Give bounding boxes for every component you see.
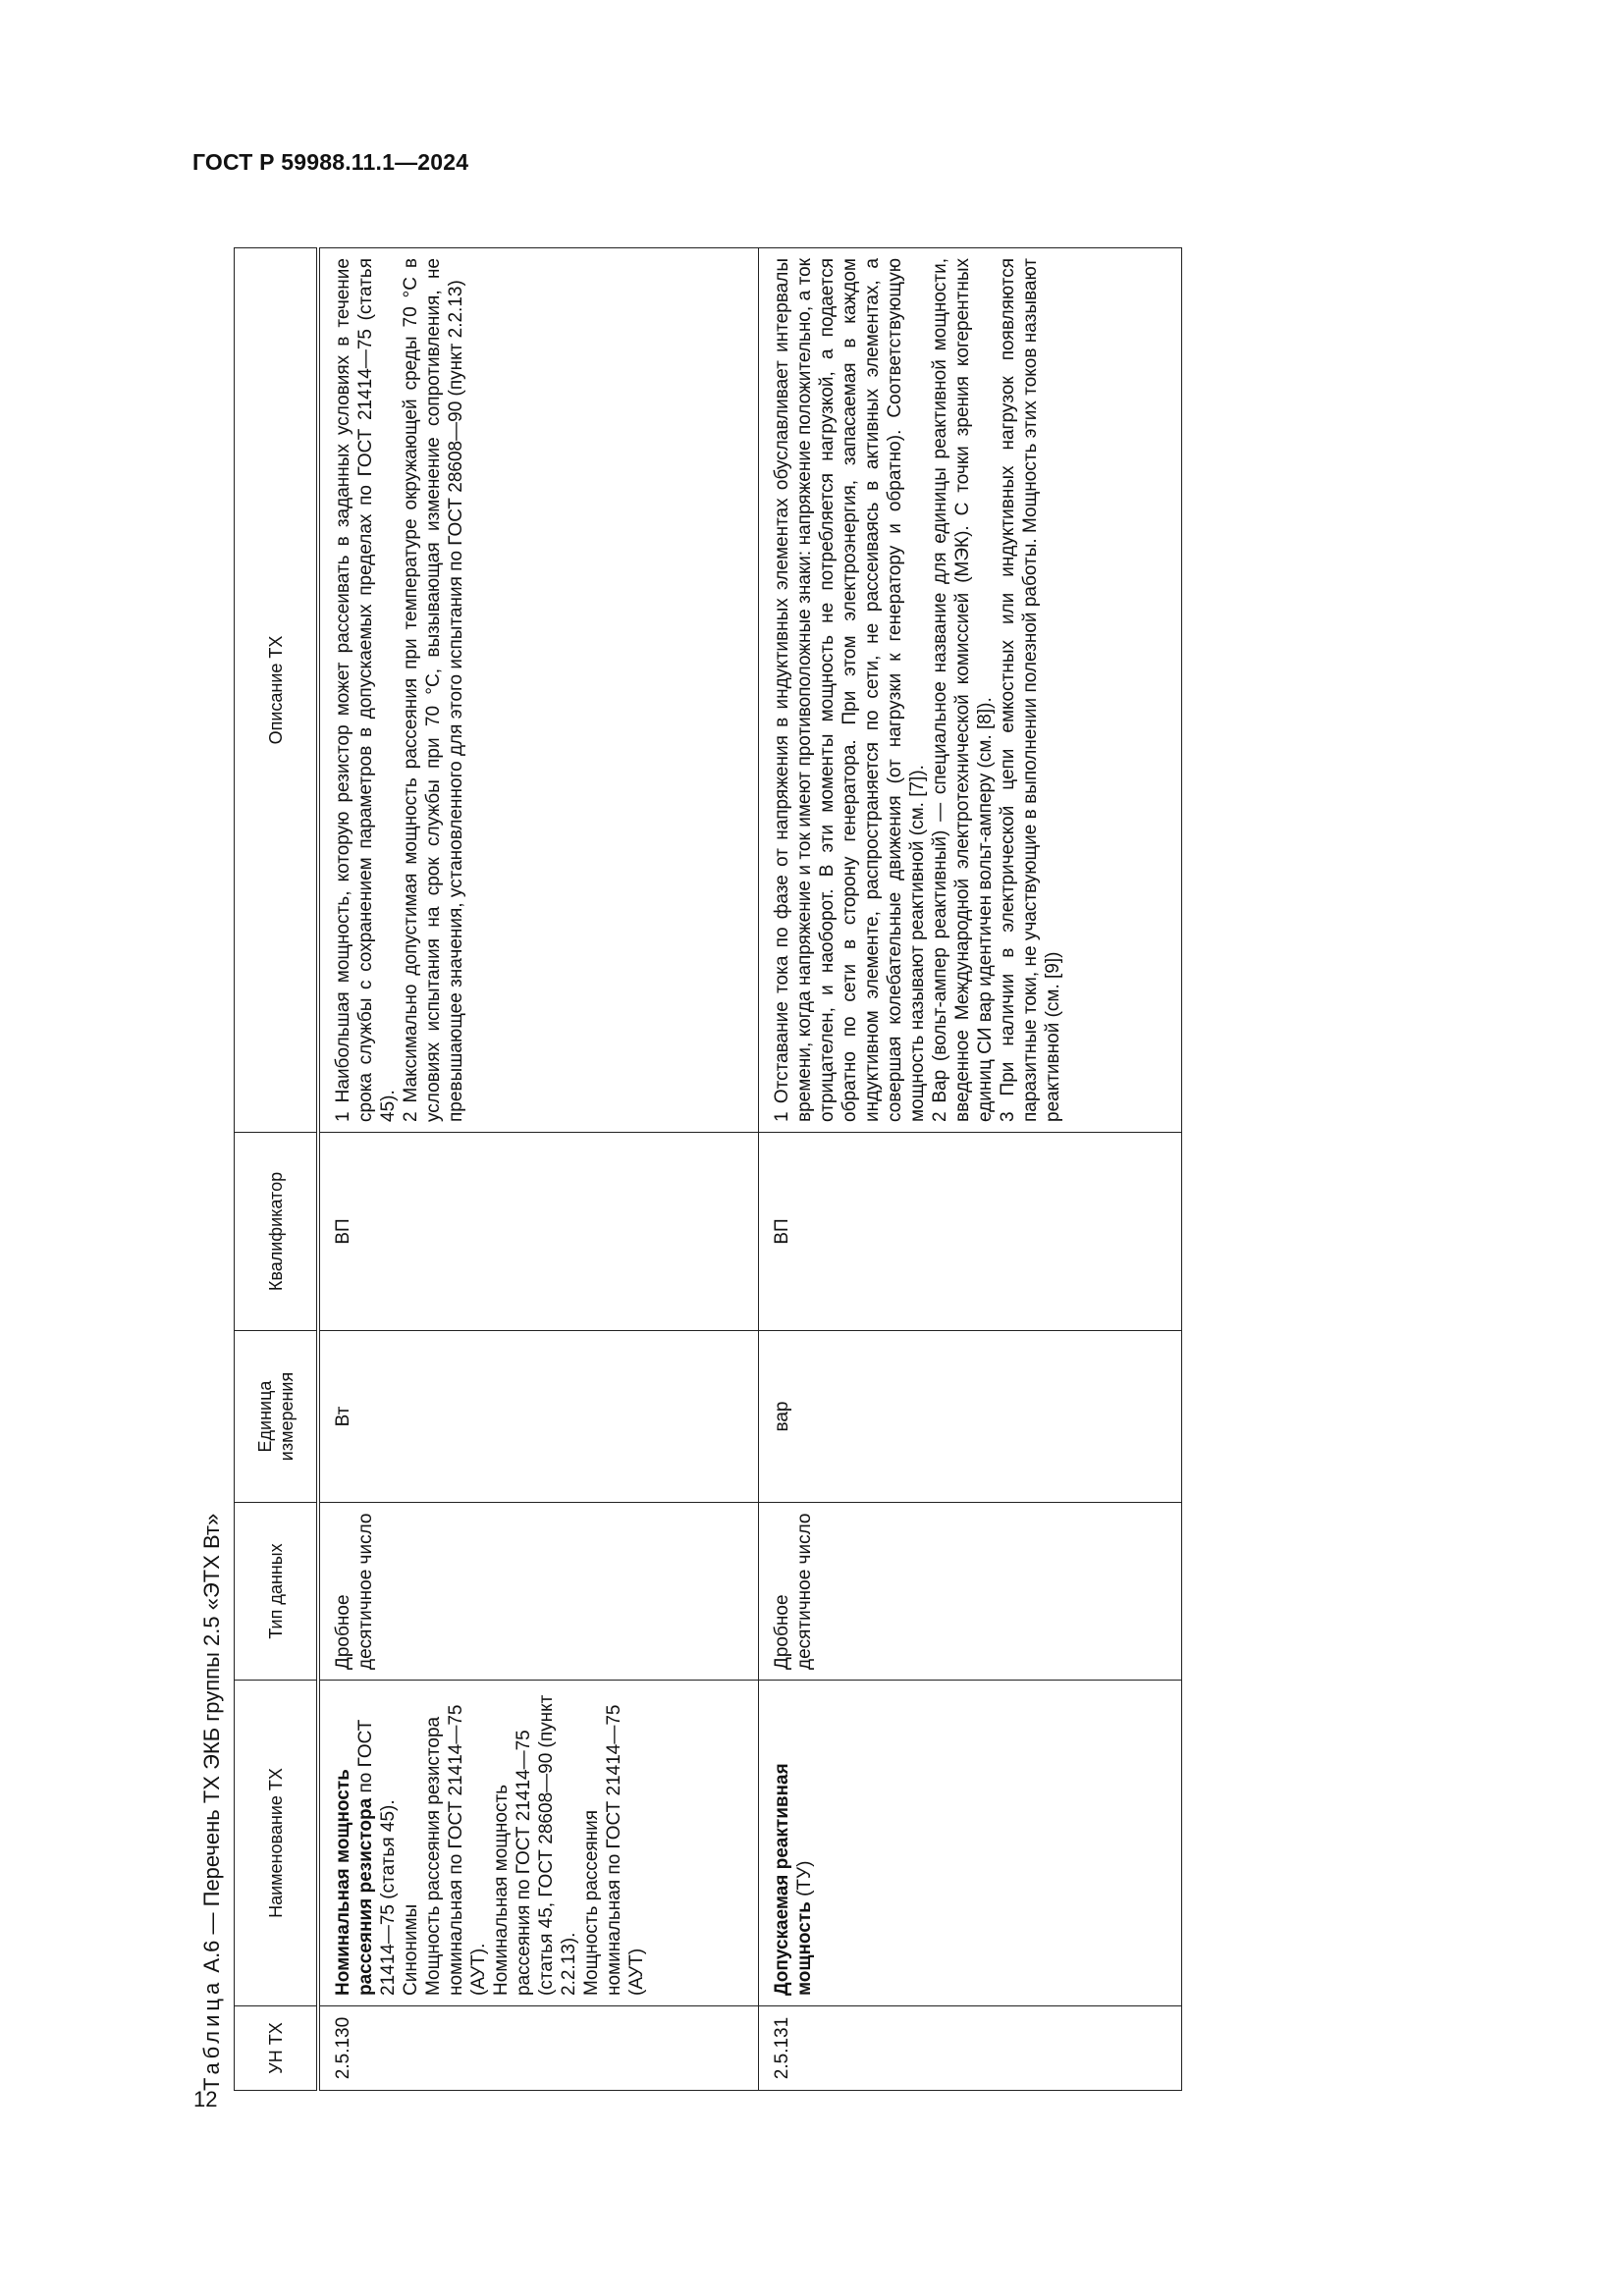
page-number: 12: [193, 2087, 218, 2111]
table-row: [759, 248, 1182, 2091]
caption-text: А.6 — Перечень ТХ ЭКБ группы 2.5 «ЭТХ Вт»: [199, 1513, 224, 1973]
desc-paragraph: 2 Максимально допустимая мощность рассеяния при температуре окружающей среды 70 °С в условиях испытания на срок службы при 70 °С, вызывающая изменение сопротивления, не превышающее значения, установленного для этого испытания по ГОСТ 28608—90 (пункт 2.2.13): [401, 258, 466, 1122]
cell-unit: Вт: [318, 1331, 759, 1503]
col-header-name: Наименование ТХ: [235, 1681, 319, 2006]
table-header-row: [235, 248, 319, 2091]
cell-unit: вар: [759, 1331, 1182, 1503]
cell-un: 2.5.131: [759, 2006, 1182, 2091]
col-header-type: Тип данных: [235, 1503, 319, 1681]
cell-qual: ВП: [759, 1133, 1182, 1331]
name-bold: Номинальная мощность рассеяния резистора: [333, 1769, 376, 1996]
desc-paragraph: 1 Отставание тока по фазе от напряжения в индуктивных элементах обуславливает интервалы времени, когда напряжение и ток имеют противоположные знаки: напряжение положительно, а ток отрицателен, и наоборот. В эти моменты мощность не потребляется нагрузкой, а подается обратно по сети в сторону генератора. При этом электроэнергия, запасаемая в каждом индуктивном элементе, распространяется по сети, не рассеиваясь в активных элементах, а совершая колебательные движения (от нагрузки к генератору и обратно). Соответствующую мощность называют реактивной (см. [7]).: [772, 258, 928, 1122]
cell-type: Дробное десятичное число: [759, 1503, 1182, 1681]
cell-qual: ВП: [318, 1133, 759, 1331]
cell-name: [759, 1681, 1182, 2006]
name-rest: по ГОСТ 21414—75 (статья 45).: [355, 1719, 399, 1996]
col-header-unit: Единица измерения: [235, 1331, 319, 1503]
col-header-qual: Квалификатор: [235, 1133, 319, 1331]
table-row: [318, 248, 759, 2091]
document-header: ГОСТ Р 59988.11.1—2024: [192, 149, 469, 175]
cell-name: [318, 1681, 759, 2006]
cell-un: 2.5.130: [318, 2006, 759, 2091]
name-line: Мощность рассеяния резистора номинальная по ГОСТ 21414—75 (АУТ).: [423, 1704, 489, 1996]
cell-desc: [759, 248, 1182, 1133]
desc-paragraph: 2 Вар (вольт-ампер реактивный) — специальное название для единицы реактивной мощности, введенное Международной электротехнической комиссией (МЭК). С точки зрения когерентных единиц СИ вар идентичен вольт-амперу (см. [8]).: [930, 258, 996, 1122]
cell-type: Дробное десятичное число: [318, 1503, 759, 1681]
name-line: Мощность рассеяния номинальная по ГОСТ 21414—75 (АУТ): [581, 1704, 647, 1996]
desc-paragraph: 3 При наличии в электрической цепи емкостных или индуктивных нагрузок появляются паразитные токи, не участвующие в выполнении полезной работы. Мощность этих токов называют реактивной (см. [9]): [998, 258, 1063, 1122]
rotated-table-block: [196, 248, 1339, 2091]
table-caption: [196, 1514, 232, 2091]
name-bold: Допускаемая реактивная мощность: [772, 1763, 815, 1996]
col-header-un: УН ТХ: [235, 2006, 319, 2091]
caption-prefix: Таблица: [199, 1978, 224, 2091]
cell-desc: [318, 248, 759, 1133]
name-line: Синонимы: [401, 1903, 421, 1996]
name-line: Номинальная мощность рассеяния по ГОСТ 21414—75 (статья 45, ГОСТ 28608—90 (пункт 2.2.13).: [491, 1694, 579, 1996]
desc-paragraph: 1 Наибольшая мощность, которую резистор может рассеивать в заданных условиях в течение срока службы с сохранением параметров в допускаемых пределах по ГОСТ 21414—75 (статья 45).: [333, 258, 399, 1122]
col-header-desc: Описание ТХ: [235, 248, 319, 1133]
name-rest: (ТУ): [794, 1860, 815, 1902]
tx-table: [234, 247, 1182, 2091]
